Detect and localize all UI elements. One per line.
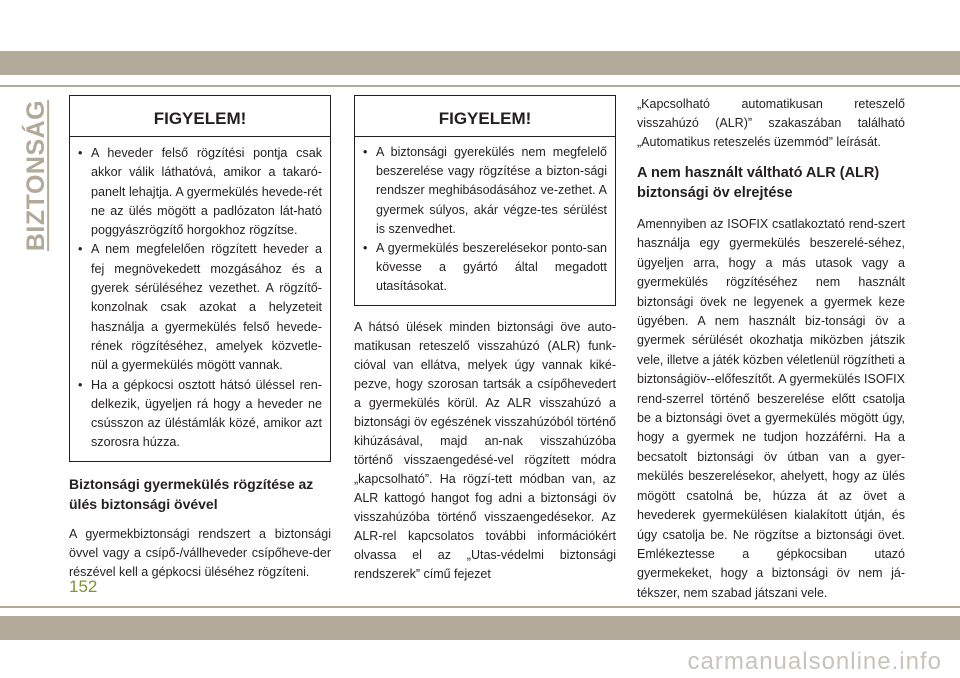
warning-item: • A nem megfelelően rögzített heveder a fej megnövekedett mozgásához és a gyerek sérüléséhez vezethet. A rögzítő-konzolnak csak azokat a helyzeteit használja a gyermekülés felső hevede-rének rögzítéséhez, amelyek közvetle-nül a gyermekülés mögött vannak. [78,240,322,375]
warning-box-1 [69,95,331,462]
watermark: carmanualsonline.info [687,648,942,675]
top-decorative-bar [0,51,960,75]
top-band [0,0,960,51]
section-side-tab [22,100,52,250]
warning-list-1 [70,137,330,461]
section-side-tab-label: BIZTONSÁG [22,99,51,251]
warning-box-2 [354,95,616,306]
top-divider [0,85,960,87]
warning-title-1: FIGYELEM! [70,96,330,137]
section-heading-child-seat-belt: Biztonsági gyermekülés rögzítése az ülés biztonsági övével [69,475,314,512]
body-paragraph: Amennyiben az ISOFIX csatlakoztató rend-szert használja egy gyermekülés beszerelé-séhez, ügyeljen arra, hogy a más utasok vagy a gyermekülés rögzítéséhez nem használt biztonsági övek ne legyenek a gyermek keze ügyében. A nem használt biz-tonsági öv a gyermek sérülését okozhatja miközben játszik vele, illetve a játék közben véletlenül rögzítheti a biztonságiöv--előfeszítőt. A gyermekülés ISOFIX rend-szerrel történő beszerelése előtt csatolja be a biztonsági övet a gyermekülés mögött úgy, hogy a gyermek ne tudjon hozzáférni. Ha a becsatolt biztonsági öv útban van a gyer-mekülés beszerelésekor, ahelyett, hogy az ülés mögött csatolná be, húzza át az övet a hevederek gyermekülésen kialakított útján, és úgy csatolja be. Ne rögzítse a biztonsági övet. Emlékeztesse a gépkocsiban utazó gyermekeket, hogy a biztonsági öv nem já-tékszer, nem szabad játszani vele. [637,217,905,600]
body-paragraph: A hátsó ülések minden biztonsági öve auto-matikusan reteszelő visszahúzó (ALR) funk-cióval van ellátva, melyek úgy vannak kiké-pezve, hogy szorosan tartsák a csípőhevedert a gyermekülés körül. Az ALR visszahúzó a biztonsági öv egészének visszahúzóból történő kihúzásával, majd an-nak visszahúzóba történő visszaengedésé-vel rögzített módra „kapcsolható”. Ha rögzí-tett módban van, az ALR kattogó hangot fog adni a biztonsági öv visszahúzóba történő visszaengedésekor. Az ALR-rel kapcsolatos további információkért olvassa el az „Utas-védelmi biztonsági rendszerek” című fejezet [354,319,616,581]
warning-item: • A biztonsági gyerekülés nem megfelelő beszerelése vagy rögzítése a bizton-sági rendszer meghibásodásához ve-zethet. A gyermek súlyos, akár végze-tes sérülést is szenvedhet. [363,143,607,239]
warning-list-2 [355,137,615,305]
column-2 [354,95,616,584]
warning-item: • A heveder felső rögzítési pontja csak akkor válik láthatóvá, amikor a takaró-panelt lehajtja. A gyermekülés hevede-rét ne az ülés mögött a padlózaton lát-ható poggyászrögzítő horgokhoz rögzítse. [78,144,322,240]
warning-title-2: FIGYELEM! [355,96,615,137]
warning-item: • A gyermekülés beszerelésekor ponto-san kövesse a gyártó által megadott utasításokat. [363,239,607,297]
column-3 [637,95,905,603]
bottom-decorative-bar [0,616,960,640]
page-number: 152 [69,577,98,596]
body-paragraph: „Kapcsolható automatikusan reteszelő visszahúzó (ALR)” szakaszában található „Automatikus reteszelés üzemmód” leírását. [637,97,905,149]
section-heading-alr-stowing: A nem használt váltható ALR (ALR) biztonsági öv elrejtése [637,165,880,201]
column-1 [69,95,331,582]
body-paragraph: A gyermekbiztonsági rendszert a biztonsági övvel vagy a csípő-/vállheveder csípőheve-der részével kell a gépkocsi üléséhez rögzíteni. [69,526,331,579]
warning-item: • Ha a gépkocsi osztott hátsó üléssel ren-delkezik, ügyeljen rá hogy a heveder ne csússzon az üléstámlák közé, amikor azt szorosra húzza. [78,376,322,453]
bottom-divider [0,606,960,608]
